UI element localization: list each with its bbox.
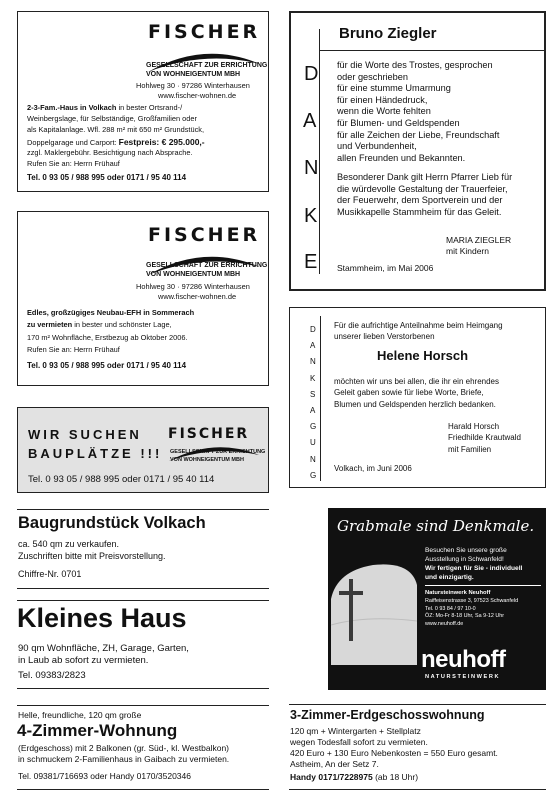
thanks-line: Musikkapelle Stammheim für das Geleit.: [337, 206, 502, 217]
body-line: oder geschrieben: [337, 71, 408, 82]
body-line: möchten wir uns bei allen, die ihr ein ehrendes: [334, 377, 499, 386]
thanks-line: die würdevolle Gestaltung der Trauerfeier,: [337, 183, 508, 194]
place-date: Volkach, im Juni 2006: [334, 464, 412, 473]
intro-line-2: unserer lieben Verstorbenen: [334, 332, 435, 341]
ad-line-2: in schmuckem 2-Familienhaus in Gaibach zu vermieten.: [18, 754, 230, 764]
fischer-logo: FISCHER: [148, 21, 261, 43]
address-line: Raiffeisenstrasse 3, 97523 Schwanfeld: [425, 598, 519, 604]
ad-baugrundstueck: [17, 509, 269, 587]
ad-fischer-volkach: [17, 11, 269, 192]
company-line-2: VON WOHNEIGENTUM MBH: [146, 271, 241, 278]
letter: K: [310, 373, 316, 383]
intro-line-1: Für die aufrichtige Anteilnahme beim Heimgang: [334, 321, 503, 330]
body-line: Blumen und Geldspenden herzlich bedanken.: [334, 399, 496, 409]
ad-line-2: Zuschriften bitte mit Preisvorstellung.: [18, 551, 166, 561]
ad-4-zimmer-wohnung: [17, 705, 269, 790]
listing-line-3: als Kapitalanlage. Wfl. 288 m² mit 650 m² Grundstück,: [27, 125, 205, 134]
signature-name: MARIA ZIEGLER: [446, 235, 512, 245]
body-line: und Verbundenheit,: [337, 141, 417, 152]
danksagung-body: [334, 376, 499, 410]
letters-divider: [319, 29, 320, 274]
contact-person: Rufen Sie an: Herrn Frühauf: [27, 159, 120, 168]
signature-family: mit Kindern: [446, 246, 489, 256]
place-date: Stammheim, im Mai 2006: [337, 263, 434, 273]
listing-line-2: Weinbergslage, für Selbständige, Großfamilien oder: [27, 114, 197, 123]
thanks-line: der Feuerwehr, dem Sportverein und der: [337, 195, 503, 206]
company-name: Natursteinwerk Neuhoff: [425, 590, 491, 596]
body-line: allen Freunden und Bekannten.: [337, 152, 466, 163]
ad-title: Baugrundstück Volkach: [18, 514, 206, 532]
phone-numbers: Tel. 0 93 05 / 988 995 oder 0171 / 95 40 114: [27, 361, 187, 370]
ad-line-2: in Laub ab sofort zu vermieten.: [18, 655, 149, 666]
listing-headline: Edles, großzügiges Neubau-EFH in Sommerach: [27, 308, 195, 317]
headline-wir-suchen: WIR SUCHEN: [28, 427, 142, 442]
company-line-1: GESELLSCHAFT ZUR ERRICHTUNG: [146, 62, 268, 69]
promo-line: Wir fertigen für Sie - individuell: [425, 565, 523, 572]
signature-line: mit Familien: [448, 444, 492, 454]
company-line-1: GESELLSCHAFT ZUR ERRICHTUNG: [170, 449, 266, 455]
promo-line: Ausstellung in Schwanfeld!: [425, 556, 504, 563]
ad-3-zimmer-wohnung: [289, 704, 546, 790]
letters-divider: [320, 316, 321, 481]
phone-numbers: Tel. 09381/716693 oder Handy 0170/3520346: [18, 771, 191, 781]
letter: U: [310, 438, 316, 448]
listing-line-1: 2-3-Fam.-Haus in Volkach in bester Ortsrand-/: [27, 103, 183, 112]
letter: N: [310, 454, 316, 464]
listing-line-2: zu vermieten in bester und schönster Lage,: [27, 320, 172, 329]
address-line: Tel. 0 93 84 / 97 10-0: [425, 605, 476, 612]
ad-line: 420 Euro + 130 Euro Nebenkosten = 550 Euro gesamt.: [290, 748, 498, 758]
letter: A: [310, 341, 316, 351]
address: Hohlweg 30 · 97286 Winterhausen: [136, 81, 250, 90]
body-line: für eine stumme Umarmung: [337, 83, 451, 94]
separator-bottom: [289, 789, 546, 790]
separator: [17, 688, 269, 689]
company-line-2: VON WOHNEIGENTUM MBH: [170, 457, 244, 463]
ad-intro: Helle, freundliche, 120 qm große: [18, 710, 142, 720]
promo-divider: [425, 585, 541, 586]
danke-letter-e: E: [304, 251, 318, 273]
contact-person: Rufen Sie an: Herrn Frühauf: [27, 345, 120, 354]
deceased-name: Bruno Ziegler: [339, 25, 437, 42]
deceased-name: Helene Horsch: [377, 348, 469, 363]
neuhoff-logo-sub: NATURSTEINWERK: [425, 674, 501, 680]
ad-title: Kleines Haus: [17, 603, 187, 633]
danksagung-signature: [448, 421, 521, 455]
ad-title: 4-Zimmer-Wohnung: [17, 721, 178, 740]
listing-line-5: zzgl. Maklergebühr. Besichtigung nach Absprache.: [27, 148, 193, 157]
body-line: für alle Zeichen der Liebe, Freundschaft: [337, 129, 500, 140]
gravestone-image-icon: [328, 555, 419, 665]
neuhoff-logo: neuhoff: [421, 646, 506, 673]
danke-letter-n: N: [304, 157, 319, 179]
body-line: für einen Händedruck,: [337, 94, 428, 105]
listing-line-3: 170 m² Wohnfläche, Erstbezug ab Oktober 2006.: [27, 333, 188, 342]
danke-letter-d: D: [304, 63, 319, 85]
ad-line-1: 90 qm Wohnfläche, ZH, Garage, Garten,: [18, 643, 189, 654]
address: Hohlweg 30 · 97286 Winterhausen: [136, 282, 250, 291]
address-line: ÖZ: Mo-Fr 8-18 Uhr, Sa 9-12 Uhr: [425, 613, 505, 620]
ad-line: Astheim, An der Setz 7.: [290, 759, 379, 769]
headline-bauplaetze: BAUPLÄTZE !!!: [28, 446, 163, 461]
promo-line: und einzigartig.: [425, 574, 474, 581]
website-link[interactable]: www.fischer-wohnen.de: [158, 292, 237, 301]
promo-line: Besuchen Sie unsere große: [425, 547, 507, 554]
name-underline: [319, 50, 544, 51]
danke-letter-k: K: [304, 205, 318, 227]
listing-line-4: Doppelgarage und Carport: Festpreis: € 295.000,-: [27, 137, 205, 147]
letter: S: [310, 389, 316, 399]
body-line: Geleit gaben sowie für liebe Worte, Briefe,: [334, 388, 484, 398]
ad-danke-ziegler: [289, 11, 546, 291]
fischer-logo: FISCHER: [148, 224, 261, 246]
ad-neuhoff-grabmale: [328, 508, 546, 690]
letter: D: [310, 325, 316, 334]
ad-fischer-bauplaetze: [17, 407, 269, 493]
company-line-2: VON WOHNEIGENTUM MBH: [146, 71, 241, 78]
ad-danksagung-horsch: [289, 307, 546, 488]
phone-numbers: Tel. 0 93 05 / 988 995 oder 0171 / 95 40 114: [27, 173, 187, 182]
body-line: für die Worte des Trostes, gesprochen: [337, 60, 493, 70]
website-link[interactable]: www.neuhoff.de: [425, 620, 464, 627]
signature-line: Friedhilde Krautwald: [448, 433, 521, 443]
website-link[interactable]: www.fischer-wohnen.de: [158, 91, 237, 100]
phone-numbers: Tel. 0 93 05 / 988 995 oder 0171 / 95 40 114: [28, 474, 215, 485]
letter: G: [310, 422, 317, 432]
ad-fischer-sommerach: [17, 211, 269, 386]
letter: N: [310, 357, 316, 367]
ad-line-1: ca. 540 qm zu verkaufen.: [18, 539, 120, 549]
ad-kleines-haus: [17, 600, 269, 688]
fischer-logo: FISCHER: [168, 426, 250, 442]
ad-line: 120 qm + Wintergarten + Stellplatz: [290, 726, 421, 736]
promo-text: [425, 546, 522, 582]
danksagung-letters: [310, 322, 316, 484]
thanks-line: Besonderer Dank gilt Herrn Pfarrer Lieb für: [337, 172, 513, 182]
chiffre-number: Chiffre-Nr. 0701: [18, 569, 82, 579]
separator: [17, 588, 269, 589]
ad-headline: Grabmale sind Denkmale.: [337, 517, 535, 535]
phone-number: Handy 0171/7228975 (ab 18 Uhr): [290, 772, 419, 782]
danke-letter-a: A: [303, 110, 317, 132]
body-line: wenn die Worte fehlten: [337, 106, 431, 117]
separator-bottom: [17, 789, 269, 790]
danke-thanks: [337, 172, 512, 218]
ad-line-1: (Erdgeschoss) mit 2 Balkonen (gr. Süd-, kl. Westbalkon): [18, 743, 230, 753]
company-line-1: GESELLSCHAFT ZUR ERRICHTUNG: [146, 262, 268, 269]
letter: G: [310, 470, 317, 480]
ad-title: 3-Zimmer-Erdgeschosswohnung: [290, 708, 485, 722]
signature-line: Harald Horsch: [448, 422, 500, 431]
phone-number: Tel. 09383/2823: [18, 670, 86, 681]
letter: A: [310, 406, 316, 416]
body-line: für Blumen- und Geldspenden: [337, 117, 460, 128]
company-address: [425, 598, 518, 628]
ad-line: wegen Todesfall sofort zu vermieten.: [290, 737, 428, 747]
ad-body: [290, 726, 498, 770]
danke-body: [337, 60, 499, 164]
